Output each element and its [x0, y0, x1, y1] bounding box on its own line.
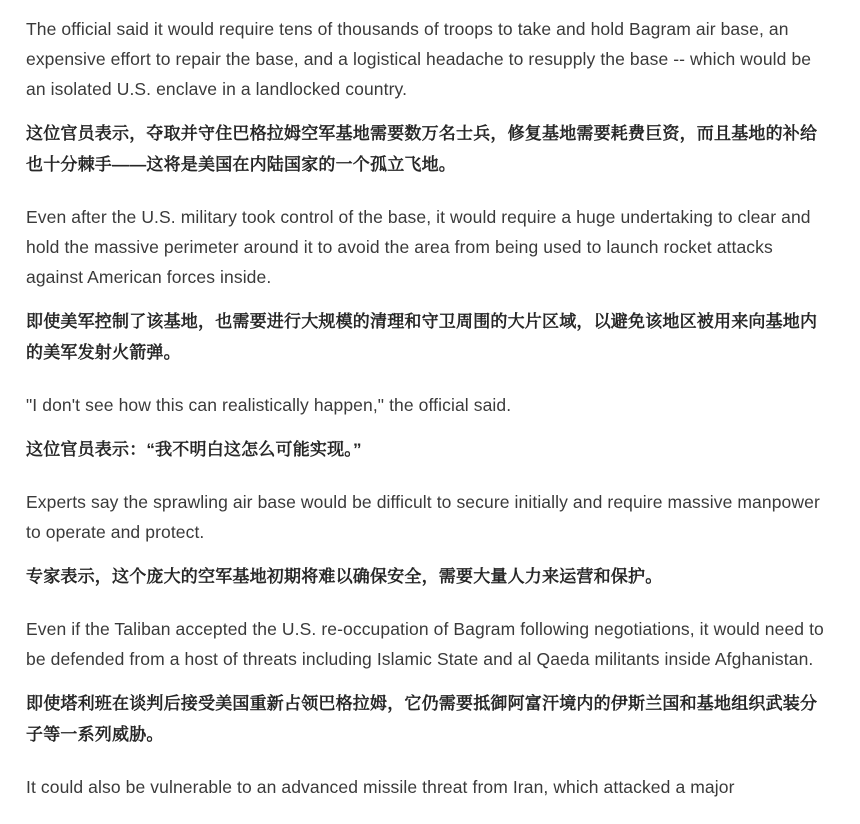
article-block: [26, 614, 834, 750]
paragraph-english: It could also be vulnerable to an advanced missile threat from Iran, which attacked a major: [26, 777, 735, 797]
article-block: [26, 202, 834, 368]
paragraph-english: "I don't see how this can realistically happen," the official said.: [26, 395, 512, 415]
paragraph-chinese: 专家表示，这个庞大的空军基地初期将难以确保安全，需要大量人力来运营和保护。: [26, 567, 663, 586]
article-block: [26, 14, 834, 180]
paragraph-chinese: 即使塔利班在谈判后接受美国重新占领巴格拉姆，它仍需要抵御阿富汗境内的伊斯兰国和基地组织武装分子等一系列威胁。: [26, 694, 818, 744]
paragraph-english: Even if the Taliban accepted the U.S. re-occupation of Bagram following negotiations, it would need to be defended from a host of threats including Islamic State and al Qaeda militants inside Afghanistan.: [26, 619, 824, 669]
paragraph-english: The official said it would require tens of thousands of troops to take and hold Bagram air base, an expensive effort to repair the base, and a logistical headache to resupply the base -- which would be an isolated U.S. enclave in a landlocked country.: [26, 19, 812, 99]
paragraph-chinese: 这位官员表示：“我不明白这怎么可能实现。”: [26, 440, 362, 459]
paragraph-chinese: 即使美军控制了该基地，也需要进行大规模的清理和守卫周围的大片区域，以避免该地区被用来向基地内的美军发射火箭弹。: [26, 312, 818, 362]
article-block: [26, 487, 834, 592]
article-block: [26, 772, 834, 802]
paragraph-chinese: 这位官员表示，夺取并守住巴格拉姆空军基地需要数万名士兵，修复基地需要耗费巨资，而且基地的补给也十分棘手——这将是美国在内陆国家的一个孤立飞地。: [26, 124, 818, 174]
article-block: [26, 390, 834, 465]
paragraph-english: Experts say the sprawling air base would be difficult to secure initially and require massive manpower to operate and protect.: [26, 492, 820, 542]
paragraph-english: Even after the U.S. military took control of the base, it would require a huge undertaking to clear and hold the massive perimeter around it to avoid the area from being used to launch rocket attacks against American forces inside.: [26, 207, 811, 287]
